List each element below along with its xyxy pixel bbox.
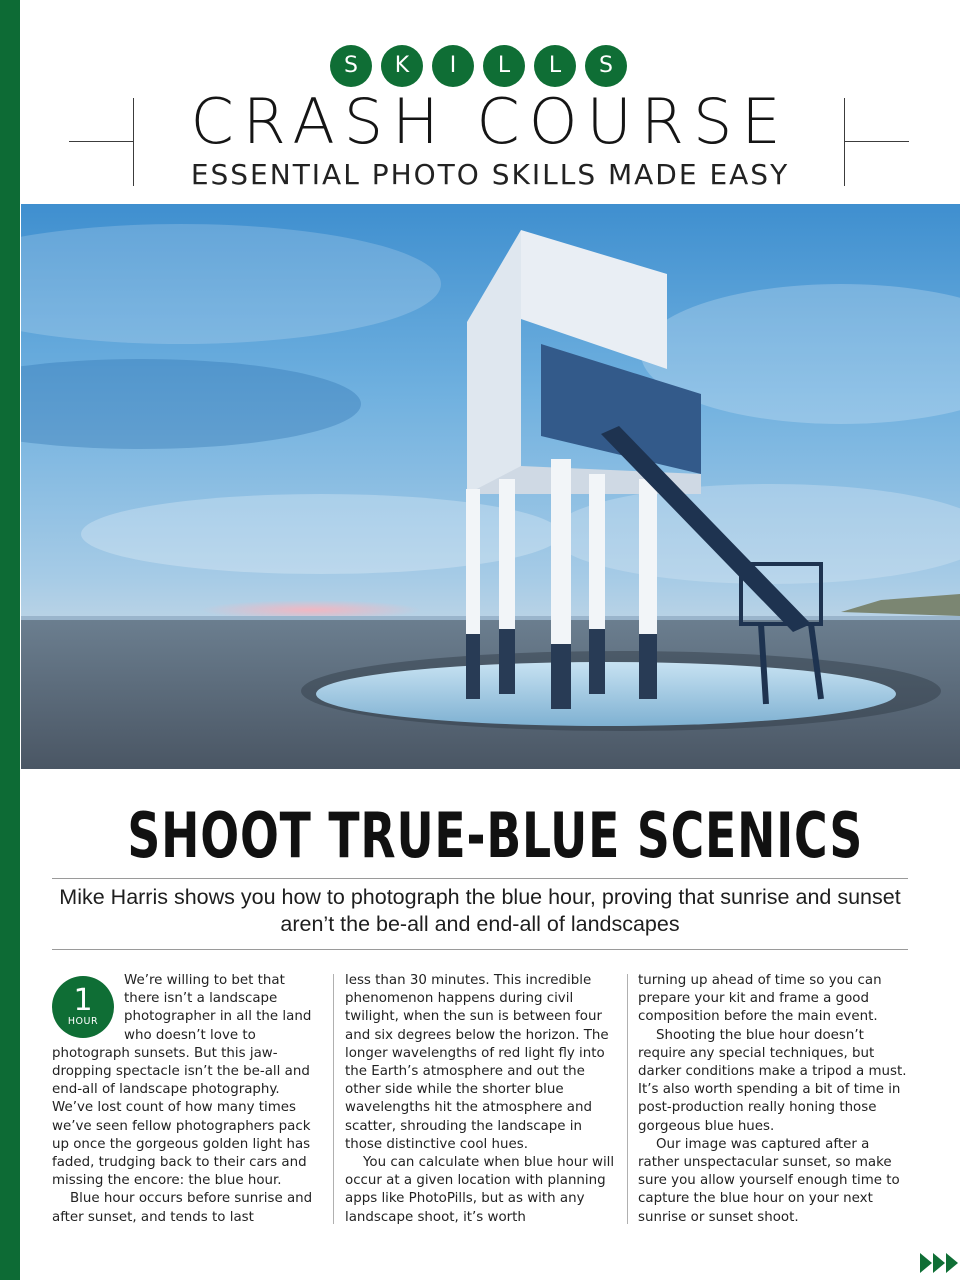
body-paragraph: less than 30 minutes. This incredible phenomenon happens during civil twilight, when the sun is between four and six degrees below the horizon. The longer wavelengths of red light fly into the Earth’s atmosphere and out the other side while the shorter blue wavelengths hit the atmosphere and scatter, shrouding the landscape in those distinctive cool hues. — [345, 973, 609, 1152]
section-title: CRASH COURSE — [190, 85, 790, 158]
skills-letter: S — [585, 45, 627, 87]
skills-letter: K — [381, 45, 423, 87]
skills-letter: L — [534, 45, 576, 87]
section-subtitle: ESSENTIAL PHOTO SKILLS MADE EASY — [190, 158, 790, 191]
time-badge-unit: HOUR — [67, 1016, 99, 1027]
body-paragraph: You can calculate when blue hour will occur at a given location with planning apps like PhotoPills, but as with any landscape shoot, it’s worth — [345, 1155, 615, 1225]
body-paragraph: Blue hour occurs before sunrise and after sunset, and tends to last — [52, 1191, 313, 1225]
green-side-bar — [0, 0, 20, 1280]
stilt-lighthouse-photo — [21, 204, 960, 769]
skills-letter: S — [330, 45, 372, 87]
body-paragraph: We’re willing to bet that there isn’t a landscape photographer in all the land who doesn’t love to photograph sunsets. But this jaw-dropping spectacle isn’t the be-all and end-all of landscape photography. We’ve lost count of how many times we’ve seen fellow photographers pack up once the gorgeous golden light has faded, trudging back to their cars and missing the encore: the blue hour. — [52, 973, 312, 1189]
header-rule-left-horizontal — [69, 141, 133, 142]
column-divider — [333, 974, 334, 1224]
standfirst-top-rule — [52, 878, 908, 879]
header-rule-right-horizontal — [845, 141, 909, 142]
standfirst-bottom-rule — [52, 949, 908, 950]
article-standfirst: Mike Harris shows you how to photograph the blue hour, proving that sunrise and sunset aren’t the be-all and end-all of landscapes — [59, 885, 901, 936]
body-column-2 — [345, 972, 617, 1227]
skills-letter: I — [432, 45, 474, 87]
skills-badge-row — [330, 45, 627, 87]
article-headline: SHOOT TRUE-BLUE SCENICS — [127, 799, 864, 872]
column-divider — [627, 974, 628, 1224]
time-badge — [52, 976, 114, 1038]
body-paragraph: Our image was captured after a rather unspectacular sunset, so make sure you allow yourself enough time to capture the blue hour on your next sunrise or sunset shoot. — [638, 1136, 900, 1225]
body-paragraph: Shooting the blue hour doesn’t require any special techniques, but darker conditions make a tripod a must. It’s also worth spending a bit of time in post-production really honing those gorgeous blue hues. — [638, 1027, 907, 1134]
hero-photo — [21, 204, 960, 769]
next-page-arrows-icon[interactable] — [920, 1250, 960, 1276]
body-column-1 — [52, 972, 324, 1227]
time-badge-value: 1 — [73, 983, 93, 1018]
body-paragraph: turning up ahead of time so you can prepare your kit and frame a good composition before the main event. — [638, 973, 882, 1025]
body-column-3 — [638, 972, 910, 1227]
skills-letter: L — [483, 45, 525, 87]
